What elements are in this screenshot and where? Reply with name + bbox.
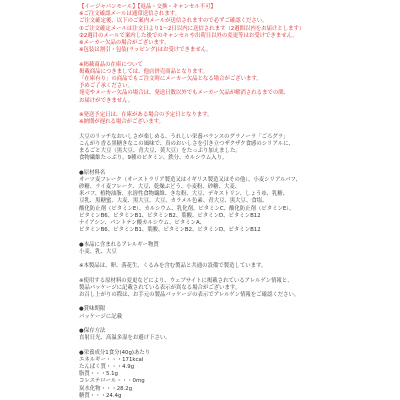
notice-line: ※ご注文確認メールは通常送信されます。 [79,11,181,18]
shelf-life-heading: ●賞味期限 [79,306,106,313]
notice-line: ご注文確定後、以下のご案内メールが送信されますので必ずご確認ください。 [79,18,268,25]
ingredients-line: ナイアシン、パントテン酸カルシウム、ビタミンA、 [79,220,206,227]
ingredients-line: オーツ麦フレーク（オーストラリア製造又はイギリス製造又はその他）、小麦シリアルパフ、 [79,176,301,183]
release-notice-line: ※納期が遅れる場合がございます。 [79,119,164,126]
shelf-life-section [79,306,325,320]
description-line: まるごと大豆（黒大豆、青大豆、黄大豆）をたっぷり加えました。 [79,148,241,155]
product-description-column [79,4,325,400]
description-line: 大豆のリッチなおいしさが楽しめる、うれしい栄養バランスのグラノーラ「ごろグラ」 [79,133,289,140]
ingredients-heading: ●原材料名 [79,169,106,176]
stock-notice-line: 「在庫有り」の商品でもご注文時にメーカー欠品となる場合がございます。 [79,76,262,83]
storage-heading: ●保存方法 [79,328,106,334]
allergen-list: 小麦、乳、大豆 [79,248,117,255]
description-line: こんがり香る黒糖きなこの風味で、真のおいしさを引き立つザクザク食感のシリアルに、 [79,140,294,147]
ingredients-line: ビタミンB6、ビタミンB1、葉酸、ビタミンB2、ビタミンD、ビタミンB12 [79,227,261,234]
notice-line: 【イージャパンモール】【返品・交換・キャンセル不可】 [79,4,216,10]
stock-notice-line: 発売やメーカー欠品の場合は、発送日数以外でもメーカー欠品が解消されるまでの間、 [79,90,290,97]
change-notice-line: ※使用する原材料の変更などにより、ウェブサイトに掲載されているアレルゲン情報と、 [79,277,293,284]
allergen-facility-note: ※本製品は、卵、落花生、くるみを含む製品と共通の設備で製造しています。 [79,263,267,270]
product-description [79,134,325,163]
spacer [79,126,325,133]
ingredients-line: 米パフ、植物油脂、水溶性食物繊維、きな粉、大豆、デキストリン、しょうゆ、乳糖、 [79,191,289,198]
allergen-heading: ●本品に含まれるアレルギー物質 [79,241,159,248]
nutrition-row: たんぱく質・・・4.9g [79,364,135,370]
change-notice-line: 製品パッケージに記載されている表示が異なる場合がございます。 [79,284,241,291]
order-notice-block [79,4,325,54]
ingredients-line: 豆乳、黒糖蜜、大麦、黒大豆、大豆、カラメル色素、青大豆、黒大豆、食塩、 [79,198,268,205]
stock-notice-line: 予めご了承ください。 [79,83,133,90]
nutrition-section [79,350,325,400]
nutrition-row: コレステロール・・・0mg [79,378,145,385]
spacer [79,299,325,306]
storage-section [79,328,325,342]
ingredients-section [79,170,325,235]
nutrition-heading: ●栄養成分1食分(40g)あたり [79,349,151,356]
spacer [79,162,325,169]
stock-notice-line: 掲載商品につきましては、他店併売商品となります。 [79,68,208,75]
nutrition-row: 炭水化物・・・28.2g [79,385,133,392]
storage-value: 直射日光、高温多湿をお避け下さい。 [79,335,171,342]
stock-notice-block [79,62,325,105]
notice-line: ※包装は割引・包装(ラッピング)はお受けできません。 [79,47,212,54]
nutrition-row: 脂質・・・5.1g [79,371,118,378]
stock-notice-line: ※掲載商品の在庫について [79,61,143,68]
change-notice-line: お召し上がりの際は、お手元の製品パッケージの表示でアレルゲン情報をご確認ください。 [79,292,300,299]
spacer [79,234,325,241]
spacer [79,105,325,112]
ingredients-line: ビタミンB6、ビタミンB1、ビタミンB2、葉酸、ビタミンD、ビタミンB12 [79,212,261,219]
ingredients-line: 砂糖、ライ麦フレーク、大豆、乾燥ぶどう、小麦粉、砂糖、大麦、 [79,184,241,191]
change-notice-block [79,278,325,300]
notice-line: ②2週目のメールで案内した後でのキャンセルや出荷日以外の変更等はお受けできません。 [79,32,298,39]
spacer [79,321,325,328]
description-line: 食物繊維たっぷり、9種のビタミン、鉄分、カルシウム入り。 [79,155,228,162]
ingredients-line: 酸化防止剤（ビタミンE）、カルシウム、乳化剤、ビタミンC、酸化防止剤（ビタミンE）、 [79,205,295,212]
release-notice-block [79,112,325,126]
nutrition-row: エネルギー・・・171kcal [79,356,144,363]
notice-line: ①ご注文確定メールは注文日より1～2日以内に送信されます（2週間以内をお届けとします） [79,25,305,32]
spacer [79,270,325,277]
stock-notice-line: お届けができません。 [79,97,134,104]
allergen-section [79,242,325,256]
release-notice-line: ※発送予定日は、在庫がある場合の予定日となります。 [79,112,213,119]
notice-line: ※メーカー欠品の場合がございます。 [79,40,170,47]
spacer [79,54,325,61]
shelf-life-value: パッケージに記載 [79,313,123,320]
spacer [79,342,325,349]
nutrition-row: 糖質・・・24.4g [79,392,122,399]
